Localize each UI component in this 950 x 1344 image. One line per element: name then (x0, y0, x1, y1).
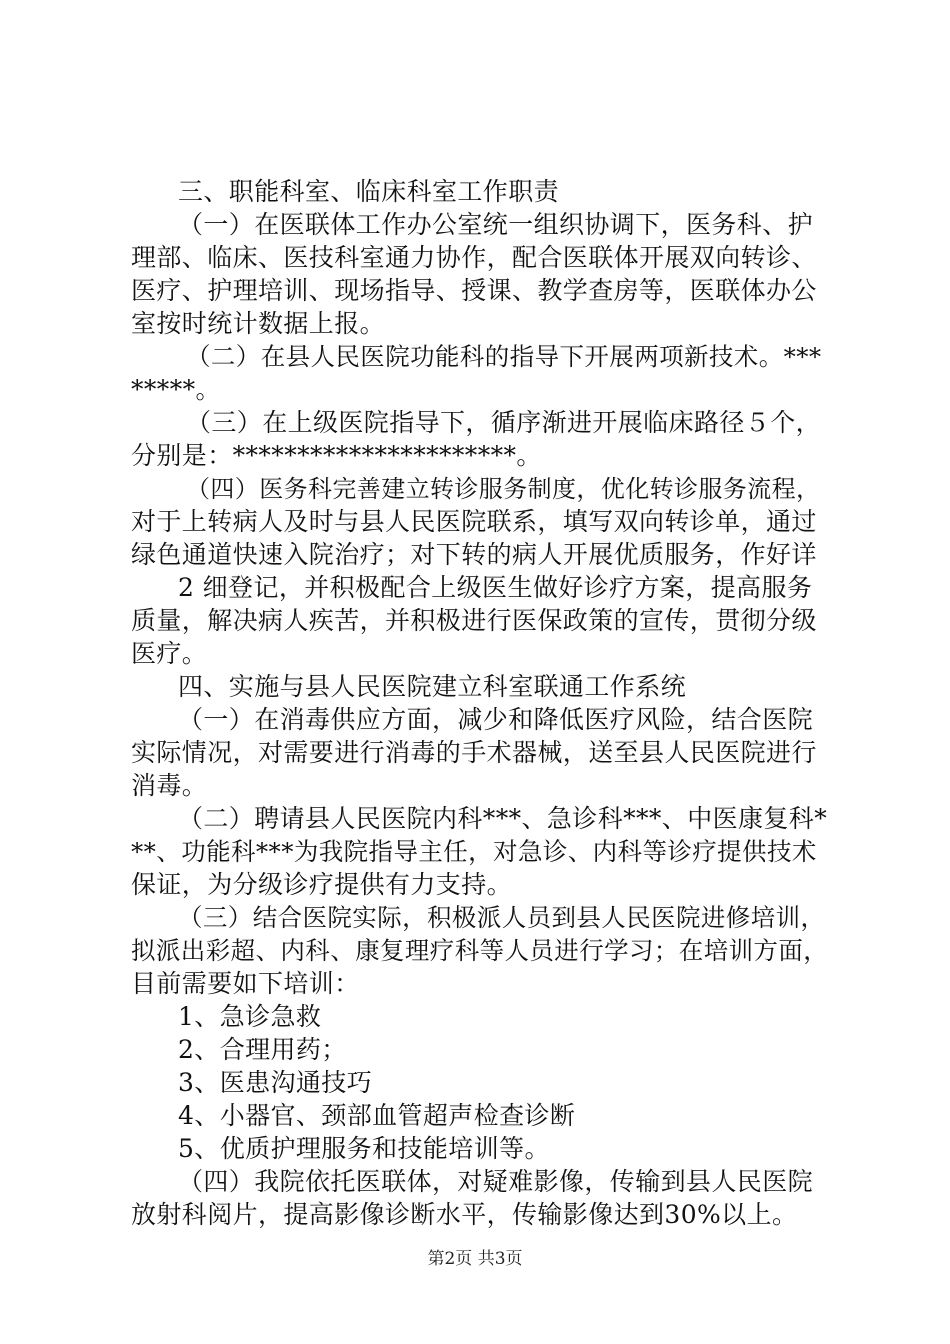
paragraph-line: 理部、临床、医技科室通力协作，配合医联体开展双向转诊、 (131, 243, 817, 272)
list-item: 5、优质护理服务和技能培训等。 (178, 1134, 550, 1163)
paragraph-line: （一）在消毒供应方面，减少和降低医疗风险，结合医院 (178, 705, 814, 734)
paragraph-line: （四）我院依托医联体，对疑难影像，传输到县人民医院 (178, 1167, 814, 1196)
paragraph-line: 医疗。 (131, 639, 208, 668)
paragraph-line: 2 细登记，并积极配合上级医生做好诊疗方案，提高服务 (178, 573, 813, 602)
section-heading-3: 三、职能科室、临床科室工作职责 (178, 177, 560, 206)
paragraph-line: 医疗、护理培训、现场指导、授课、教学查房等，医联体办公 (131, 276, 817, 305)
paragraph-line: （二）在县人民医院功能科的指导下开展两项新技术。*** (186, 342, 822, 371)
list-item: 4、小器官、颈部血管超声检查诊断 (178, 1101, 576, 1130)
paragraph-line: 质量，解决病人疾苦，并积极进行医保政策的宣传，贯彻分级 (131, 606, 817, 635)
page-number-footer: 第2页 共3页 (427, 1249, 523, 1269)
paragraph-line: 绿色通道快速入院治疗；对下转的病人开展优质服务，作好详 (131, 540, 817, 569)
paragraph-line: 拟派出彩超、内科、康复理疗科等人员进行学习；在培训方面， (131, 936, 829, 965)
paragraph-line: （四）医务科完善建立转诊服务制度，优化转诊服务流程， (186, 475, 821, 503)
paragraph-line: （一）在医联体工作办公室统一组织协调下，医务科、护 (178, 210, 814, 239)
paragraph-line: 保证，为分级诊疗提供有力支持。 (131, 870, 513, 899)
paragraph-line: （三）结合医院实际，积极派人员到县人民医院进修培训， (178, 903, 826, 932)
list-item: 1、急诊急救 (178, 1002, 322, 1031)
list-item: 3、医患沟通技巧 (178, 1068, 373, 1097)
paragraph-line: 实际情况，对需要进行消毒的手术器械，送至县人民医院进行 (131, 738, 817, 767)
paragraph-line: （三）在上级医院指导下，循序渐进开展临床路径５个， (186, 408, 822, 437)
list-item: 2、合理用药； (178, 1035, 347, 1064)
paragraph-line: 目前需要如下培训： (131, 969, 360, 998)
paragraph-line: *****。 (131, 375, 221, 404)
paragraph-line: **、功能科***为我院指导主任，对急诊、内科等诊疗提供技术 (131, 837, 817, 866)
paragraph-line: （二）聘请县人民医院内科***、急诊科***、中医康复科* (178, 804, 828, 833)
paragraph-line: 对于上转病人及时与县人民医院联系，填写双向转诊单，通过 (131, 507, 817, 536)
paragraph-line: 放射科阅片，提高影像诊断水平，传输影像达到30%以上。 (131, 1200, 798, 1229)
section-heading-4: 四、实施与县人民医院建立科室联通工作系统 (178, 672, 687, 701)
paragraph-line: 室按时统计数据上报。 (131, 309, 386, 338)
paragraph-line: 分别是：**********************。 (131, 441, 542, 470)
paragraph-line: 消毒。 (131, 771, 208, 800)
